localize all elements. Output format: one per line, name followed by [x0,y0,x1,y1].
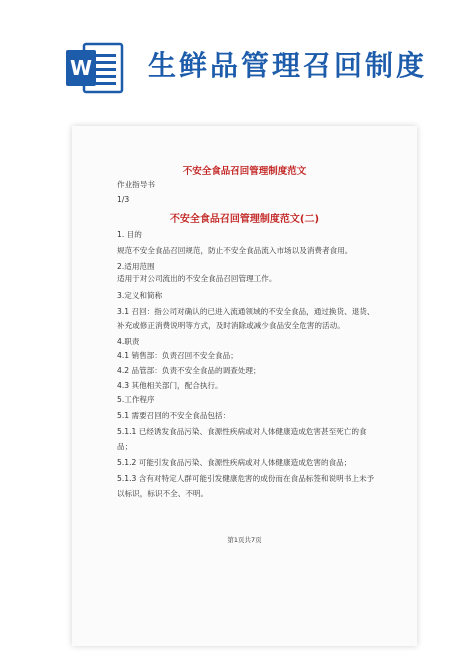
body-line: 2.适用范围 [117,262,155,271]
body-line: 5.1.3 含有对特定人群可能引发健康危害的成份而在食品标签和说明书上未予 [117,474,375,483]
page-footer: 第1页共7页 [227,536,262,544]
document-page [72,126,417,646]
body-line: 3.1 召回：指公司对确认的已进入流通领域的不安全食品，通过换货、退货、 [117,307,375,316]
document-title: 不安全食品召回管理制度范文 [182,166,307,177]
header-banner [0,0,474,118]
page-fraction: 1/3 [117,195,130,204]
page-title: 生鲜品管理召回制度 [148,49,428,82]
body-line: 1. 目的 [117,230,142,239]
body-line: 5.工作程序 [117,395,155,404]
body-line: 规范不安全食品召回规范，防止不安全食品流入市场以及消费者食用。 [117,246,353,255]
body-line: 补充或修正消费说明等方式，及时消除或减少食品安全危害的活动。 [117,321,345,330]
body-line: 以标识，标识不全、不明。 [117,489,209,498]
word-document-icon [66,38,124,98]
body-line: 5.1.1 已经诱发食品污染、食源性疾病或对人体健康造成危害甚至死亡的食 [117,427,367,436]
body-line: 5.1.2 可能引发食品污染、食源性疾病或对人体健康造成危害的食品； [117,458,352,467]
subtitle-line: 作业指导书 [117,180,155,189]
body-line: 适用于对公司流出的不安全食品召回管理工作。 [117,274,277,283]
body-line: 4.职责 [117,337,140,346]
body-line: 4.1 销售部：负责召回不安全食品； [117,351,238,360]
section-title: 不安全食品召回管理制度范文(二) [169,214,320,225]
body-line: 3.定义和简称 [117,291,163,300]
body-line: 品； [117,442,133,451]
body-line: 4.2 品管部：负责不安全食品的调查处理； [117,366,261,375]
body-line: 4.3 其他相关部门，配合执行。 [117,381,223,390]
svg-text:W: W [69,56,93,80]
body-line: 5.1 需要召回的不安全食品包括： [117,411,231,420]
